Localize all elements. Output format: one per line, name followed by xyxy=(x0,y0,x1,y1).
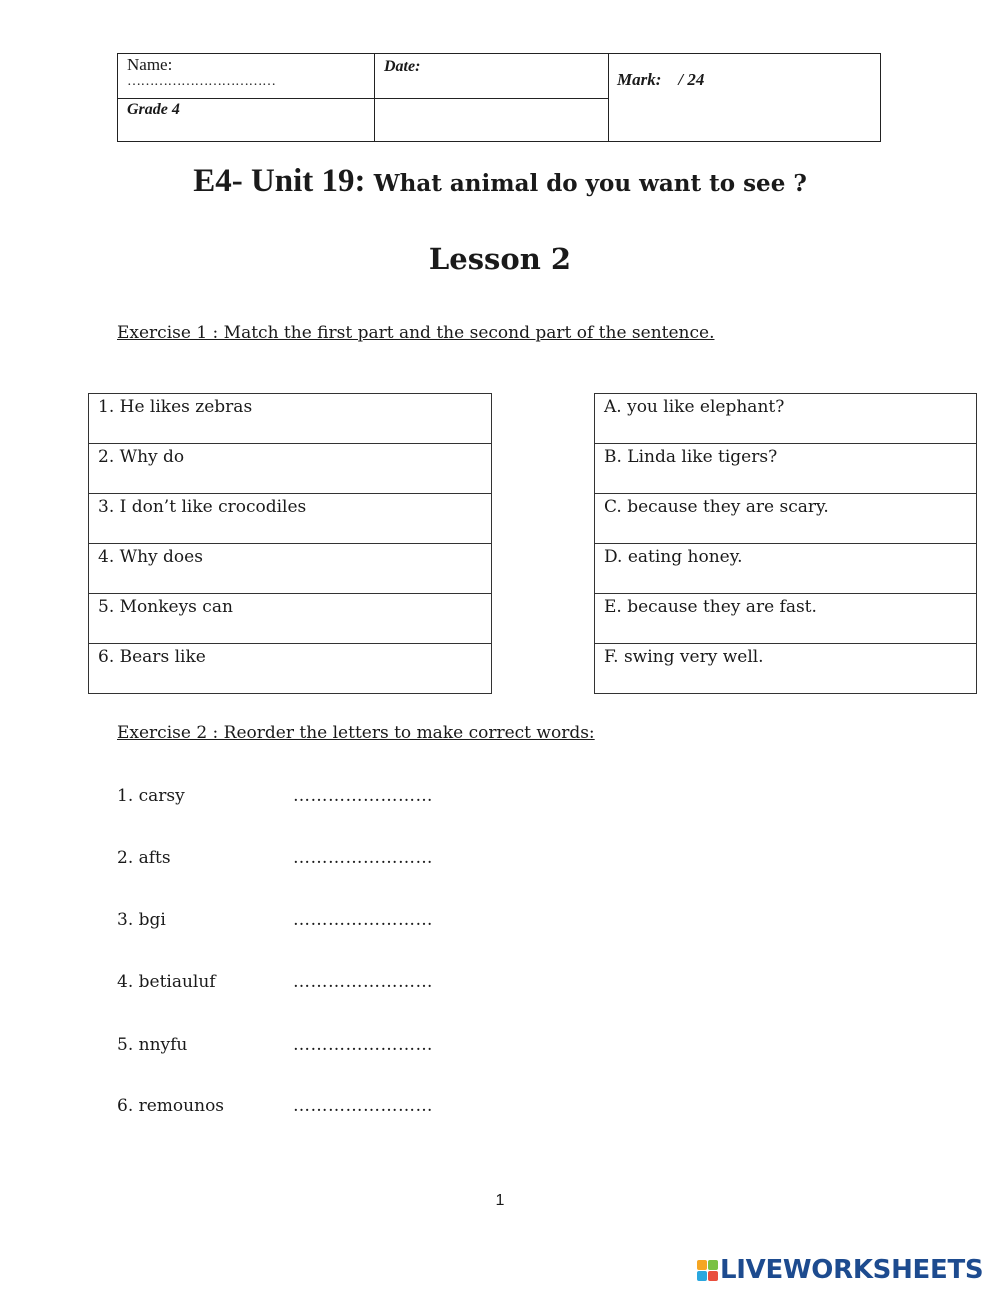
answer-blank[interactable]: …………………… xyxy=(293,786,433,806)
match-right-row xyxy=(595,644,977,694)
match-left-row xyxy=(89,444,492,494)
match-left-row xyxy=(89,544,492,594)
exercise1-heading: Exercise 1 : Match the first part and the second part of the sentence. xyxy=(117,323,715,343)
match-left-item: 2. Why do xyxy=(89,444,492,494)
name-label: Name: xyxy=(127,55,173,74)
logo-tile xyxy=(708,1260,718,1270)
logo-tile xyxy=(697,1271,707,1281)
match-right-item: B. Linda like tigers? xyxy=(595,444,977,494)
word-row xyxy=(117,972,433,996)
match-left-item: 5. Monkeys can xyxy=(89,594,492,644)
exercise2-heading: Exercise 2 : Reorder the letters to make correct words: xyxy=(117,723,595,743)
match-left-row xyxy=(89,494,492,544)
answer-blank[interactable]: …………………… xyxy=(293,972,433,992)
date-value-cell[interactable] xyxy=(375,99,609,142)
unit-title xyxy=(0,163,1000,200)
grade-cell xyxy=(118,99,375,142)
match-right-table xyxy=(594,393,977,694)
match-right-item: F. swing very well. xyxy=(595,644,977,694)
match-right-row xyxy=(595,594,977,644)
answer-blank[interactable]: …………………… xyxy=(293,1035,433,1055)
lesson-title: Lesson 2 xyxy=(428,242,572,276)
match-right-item: C. because they are scary. xyxy=(595,494,977,544)
logo-text: LIVEWORKSHEETS xyxy=(720,1255,984,1285)
match-right-row xyxy=(595,544,977,594)
match-right-row xyxy=(595,394,977,444)
match-left-row xyxy=(89,644,492,694)
grade-label: Grade 4 xyxy=(127,101,180,118)
mark-text: Mark: / 24 xyxy=(617,70,705,89)
logo-tile xyxy=(697,1260,707,1270)
match-left-item: 1. He likes zebras xyxy=(89,394,492,444)
name-cell[interactable] xyxy=(118,54,375,99)
scrambled-word: 5. nnyfu xyxy=(117,1035,188,1055)
word-row xyxy=(117,1035,433,1059)
logo-icon xyxy=(697,1260,718,1281)
match-right-row xyxy=(595,494,977,544)
answer-blank[interactable]: …………………… xyxy=(293,848,433,868)
page-number: 1 xyxy=(495,1192,505,1209)
unit-label: E4- Unit 19: xyxy=(193,163,366,199)
word-row xyxy=(117,1096,433,1120)
word-row xyxy=(117,848,433,872)
match-left-table xyxy=(88,393,492,694)
match-right-item: D. eating honey. xyxy=(595,544,977,594)
word-row xyxy=(117,910,433,934)
name-dots: …………………………… xyxy=(127,74,276,89)
match-right-item: E. because they are fast. xyxy=(595,594,977,644)
match-right-item: A. you like elephant? xyxy=(595,394,977,444)
logo-tile xyxy=(708,1271,718,1281)
word-row xyxy=(117,786,433,810)
match-left-item: 6. Bears like xyxy=(89,644,492,694)
header-info-table xyxy=(117,53,881,142)
liveworksheets-logo[interactable] xyxy=(697,1255,983,1285)
unit-question: What animal do you want to see ? xyxy=(373,170,807,197)
scrambled-word: 1. carsy xyxy=(117,786,185,806)
match-left-row xyxy=(89,394,492,444)
match-left-item: 3. I don’t like crocodiles xyxy=(89,494,492,544)
date-label: Date: xyxy=(384,58,421,75)
match-left-item: 4. Why does xyxy=(89,544,492,594)
match-left-row xyxy=(89,594,492,644)
scrambled-word: 4. betiauluf xyxy=(117,972,216,992)
scrambled-word: 3. bgi xyxy=(117,910,166,930)
scrambled-word: 6. remounos xyxy=(117,1096,225,1116)
match-right-row xyxy=(595,444,977,494)
date-cell[interactable] xyxy=(375,54,609,99)
answer-blank[interactable]: …………………… xyxy=(293,1096,433,1116)
mark-cell xyxy=(609,54,881,142)
scrambled-word: 2. afts xyxy=(117,848,171,868)
answer-blank[interactable]: …………………… xyxy=(293,910,433,930)
